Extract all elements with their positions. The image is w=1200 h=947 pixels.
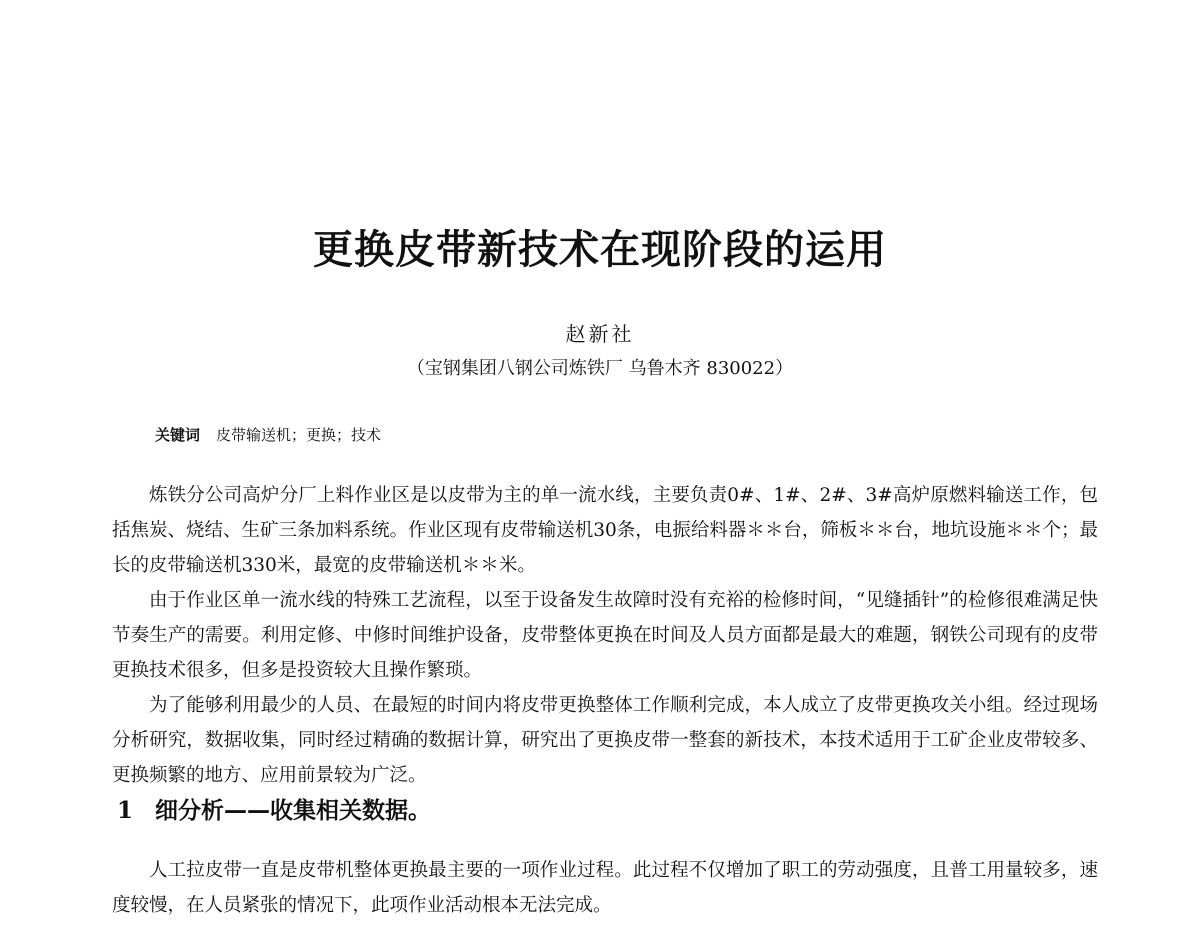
- keywords-value: 皮带输送机；更换；技术: [216, 426, 382, 444]
- section-title: 细分析——收集相关数据。: [155, 798, 432, 824]
- paragraph: 由于作业区单一流水线的特殊工艺流程，以至于设备发生故障时没有充裕的检修时间，“见缝插针”的检修很难满足快节奏生产的需要。利用定修、中修时间维护设备，皮带整体更换在时间及人员方面都是最大的难题，钢铁公司现有的皮带更换技术很多，但多是投资较大且操作繁琐。: [112, 590, 1098, 681]
- paragraph: 为了能够利用最少的人员、在最短的时间内将皮带更换整体工作顺利完成，本人成立了皮带更换攻关小组。经过现场分析研究，数据收集，同时经过精确的数据计算，研究出了更换皮带一整套的新技术，本技术适用于工矿企业皮带较多、更换频繁的地方、应用前景较为广泛。: [112, 695, 1098, 786]
- paragraph: 炼铁分公司高炉分厂上料作业区是以皮带为主的单一流水线，主要负责0#、1#、2#、3#高炉原燃料输送工作，包括焦炭、烧结、生矿三条加料系统。作业区现有皮带输送机30条，电振给料器＊＊台，筛板＊＊台，地坑设施＊＊个；最长的皮带输送机330米，最宽的皮带输送机＊＊米。: [112, 485, 1098, 576]
- intro-body: [112, 478, 1098, 793]
- paragraph: 人工拉皮带一直是皮带机整体更换最主要的一项作业过程。此过程不仅增加了职工的劳动强度，且普工用量较多，速度较慢，在人员紧张的情况下，此项作业活动根本无法完成。: [112, 860, 1098, 916]
- section-number: 1: [117, 797, 134, 824]
- paper-title: 更换皮带新技术在现阶段的运用: [313, 227, 887, 273]
- author: 赵新社: [565, 322, 635, 346]
- keywords-label: 关键词: [155, 426, 201, 444]
- section-heading: [117, 792, 431, 825]
- keywords: [155, 424, 381, 445]
- affiliation: （宝钢集团八钢公司炼铁厂 乌鲁木齐 830022）: [406, 358, 794, 379]
- section1-body: [112, 853, 1098, 923]
